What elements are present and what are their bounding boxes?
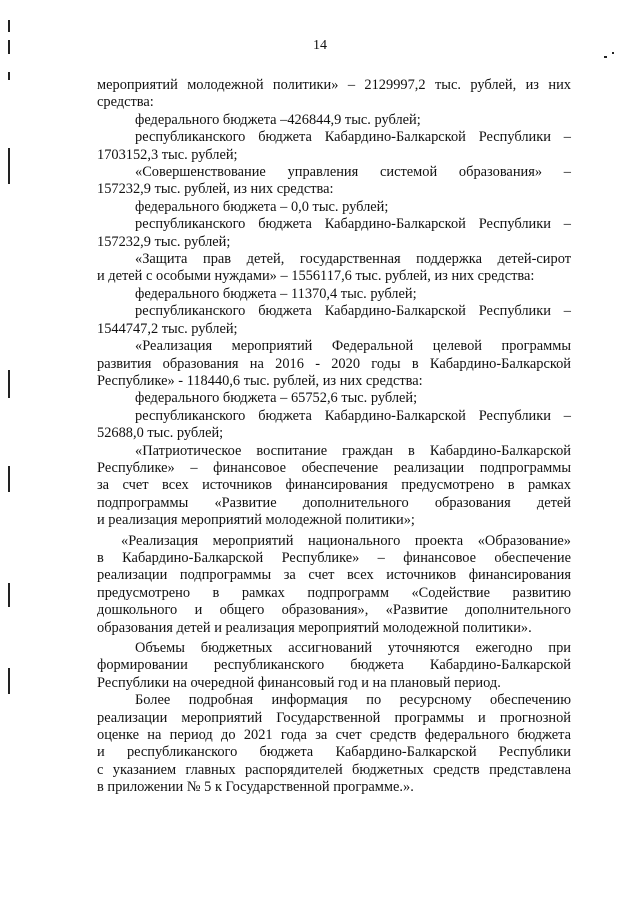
text-line: реализации подпрограммы за счет всех источников финансирования	[97, 567, 571, 584]
text-line: реализации мероприятий Государственной программы и прогнозной	[97, 709, 571, 726]
text-line: республиканского бюджета Кабардино-Балкарской Республики –	[135, 303, 571, 320]
text-line: республиканского бюджета Кабардино-Балкарской Республики –	[135, 216, 571, 233]
scan-mark	[8, 20, 10, 32]
text-line: подпрограммы «Развитие дополнительного образования детей	[97, 494, 571, 511]
text-line: образования детей и реализация мероприятий молодежной политики».	[97, 619, 532, 636]
text-line: федерального бюджета –426844,9 тыс. рублей;	[135, 111, 421, 128]
text-line: 52688,0 тыс. рублей;	[97, 425, 224, 442]
text-line: Республике» - 118440,6 тыс. рублей, из них средства:	[97, 372, 423, 389]
text-line: «Реализация мероприятий национального проекта «Образование»	[121, 532, 571, 549]
text-line: Более подробная информация по ресурсному обеспечению	[135, 692, 571, 709]
text-line: Объемы бюджетных ассигнований уточняются ежегодно при	[135, 640, 571, 656]
text-line: Республики на очередной финансовый год и на плановый период.	[97, 674, 501, 691]
scan-mark	[8, 466, 10, 492]
text-line: федерального бюджета – 65752,6 тыс. рублей;	[135, 390, 418, 407]
text-line: с указанием главных распорядителей бюджетных средств представлена	[97, 761, 571, 778]
text-line: развития образования на 2016 - 2020 годы в Кабардино-Балкарской	[97, 355, 571, 372]
document-body	[97, 77, 571, 797]
text-line: оценке на период до 2021 года за счет средств федерального бюджета	[97, 727, 571, 744]
text-line: федерального бюджета – 11370,4 тыс. рублей;	[135, 285, 417, 302]
text-line: «Патриотическое воспитание граждан в Кабардино-Балкарской	[135, 442, 571, 459]
text-line: 1703152,3 тыс. рублей;	[97, 146, 238, 163]
text-line: федерального бюджета – 0,0 тыс. рублей;	[135, 198, 389, 215]
text-line: и республиканского бюджета Кабардино-Балкарской Республики	[97, 744, 571, 761]
text-line: средства:	[97, 94, 154, 111]
scan-mark	[8, 668, 10, 694]
text-line: 157232,9 тыс. рублей, из них средства:	[97, 181, 334, 198]
text-line: и детей с особыми нуждами» – 1556117,6 тыс. рублей, из них средства:	[97, 268, 535, 285]
text-line: дошкольного и общего образования», «Развитие дополнительного	[97, 602, 571, 619]
text-line: в Кабардино-Балкарской Республике» – финансовое обеспечение	[97, 549, 571, 566]
text-line: «Защита прав детей, государственная поддержка детей-сирот	[135, 251, 571, 268]
text-line: и реализация мероприятий молодежной политики»;	[97, 512, 415, 529]
text-line: 157232,9 тыс. рублей;	[97, 233, 231, 250]
text-line: «Совершенствование управления системой образования» –	[135, 164, 571, 181]
text-line: за счет всех источников финансирования предусмотрено в рамках	[97, 477, 571, 494]
text-line: «Реализация мероприятий Федеральной целевой программы	[135, 338, 571, 355]
scan-mark	[8, 583, 10, 607]
page-number: 14	[313, 38, 327, 53]
scan-mark	[8, 148, 10, 184]
scan-mark	[8, 370, 10, 398]
text-line: республиканского бюджета Кабардино-Балкарской Республики –	[135, 407, 571, 424]
scan-mark	[8, 72, 10, 80]
text-line: предусмотрено в рамках подпрограмм «Содействие развитию	[97, 584, 571, 601]
scan-mark	[604, 56, 607, 58]
text-line: формировании республиканского бюджета Кабардино-Балкарской	[97, 657, 571, 674]
text-line: 1544747,2 тыс. рублей;	[97, 320, 238, 337]
text-line: мероприятий молодежной политики» – 2129997,2 тыс. рублей, из них	[97, 77, 571, 93]
text-line: республиканского бюджета Кабардино-Балкарской Республики –	[135, 129, 571, 146]
text-line: Республике» – финансовое обеспечение реализации подпрограммы	[97, 459, 571, 476]
text-line: в приложении № 5 к Государственной программе.».	[97, 779, 414, 796]
